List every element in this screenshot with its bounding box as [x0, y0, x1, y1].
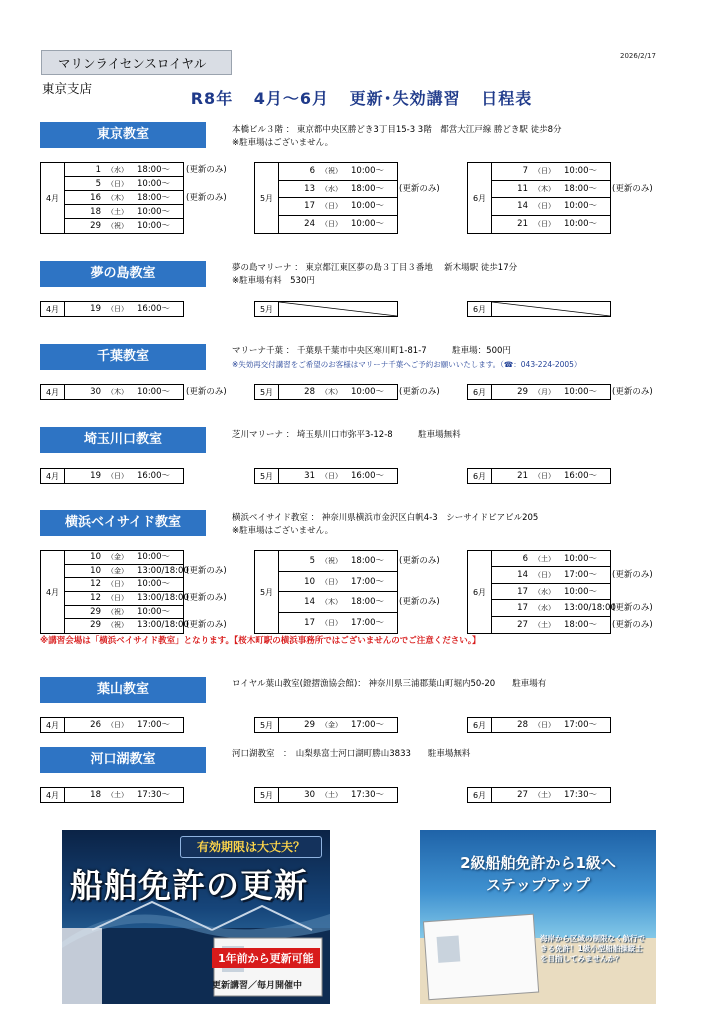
- session-day: 24: [304, 218, 315, 229]
- session-row: [65, 619, 189, 633]
- month-schedule: [254, 550, 398, 634]
- session-time: 10:00～: [137, 207, 170, 217]
- session-weekday: （日）: [534, 721, 555, 729]
- month-label: 4月: [41, 469, 65, 483]
- session-day: 10: [90, 565, 101, 576]
- session-row: [492, 617, 610, 633]
- month-label: 6月: [468, 718, 492, 732]
- session-time: 10:00～: [137, 606, 170, 617]
- session-day: 31: [304, 471, 315, 481]
- classroom-info-line: 夢の島マリーナ ： 東京都江東区夢の島３丁目３番地 新木場駅 徒歩17分: [232, 263, 518, 273]
- session-time: 13:00/18:00: [137, 620, 189, 631]
- classroom-info: [232, 748, 470, 761]
- session-time: 18:00～: [137, 165, 170, 175]
- session-time: 18:00～: [564, 619, 597, 630]
- renewal-only-note: (更新のみ): [186, 593, 227, 603]
- classroom-heading: 河口湖教室: [40, 747, 206, 773]
- renewal-only-note: (更新のみ): [612, 387, 653, 397]
- session-day: 19: [90, 471, 101, 481]
- month-label: 5月: [255, 551, 279, 633]
- title-schedule: 日程表: [481, 89, 533, 108]
- month-label: 5月: [255, 718, 279, 732]
- classroom-info-line: ※駐車場有料 530円: [232, 276, 315, 286]
- session-weekday: （土）: [321, 791, 342, 799]
- session-weekday: （水）: [321, 184, 342, 193]
- session-row: [65, 551, 183, 565]
- session-day: 26: [90, 720, 101, 730]
- session-day: 10: [304, 576, 315, 587]
- session-row: [279, 385, 397, 399]
- session-weekday: （月）: [534, 388, 555, 396]
- session-row: [492, 567, 610, 583]
- month-schedule: [254, 384, 398, 400]
- session-time: 10:00～: [137, 552, 170, 562]
- title-course: 更新･失効講習: [349, 89, 461, 108]
- month-label: 6月: [468, 163, 492, 233]
- session-weekday: （木）: [107, 194, 128, 202]
- session-weekday: （日）: [107, 580, 128, 589]
- month-schedule: [254, 162, 398, 234]
- session-time: 10:00～: [351, 201, 384, 211]
- session-row: [492, 584, 610, 600]
- session-time: 10:00～: [351, 218, 384, 229]
- renewal-footer: 更新講習／毎月開催中: [212, 981, 303, 991]
- month-schedule: [254, 301, 398, 317]
- session-weekday: （祝）: [321, 557, 342, 565]
- session-time: 16:00～: [351, 471, 384, 481]
- session-weekday: （日）: [107, 594, 128, 602]
- classroom-heading: 夢の島教室: [40, 261, 206, 287]
- session-row: [279, 181, 397, 199]
- session-day: 7: [522, 166, 528, 176]
- session-time: 10:00～: [564, 554, 597, 564]
- session-weekday: （祝）: [107, 222, 128, 230]
- month-label: 6月: [468, 551, 492, 633]
- session-row: [65, 718, 183, 732]
- session-time: 10:00～: [351, 387, 384, 397]
- classroom-info-line: マリーナ千葉 ： 千葉県千葉市中央区寒川町1-81-7 駐車場：500円: [232, 346, 511, 356]
- session-weekday: （祝）: [107, 621, 128, 630]
- renewal-headline: 船舶免許の更新: [70, 866, 308, 905]
- session-row: [492, 216, 610, 234]
- session-day: 13: [304, 183, 315, 194]
- classroom-info: [232, 429, 461, 442]
- session-row: [279, 163, 397, 181]
- classroom-info-line: 横浜ベイサイド教室 ： 神奈川県横浜市金沢区白帆4-3 シーサイドピアビル205: [232, 513, 539, 523]
- session-day: 30: [90, 387, 101, 397]
- session-time: 10:00～: [137, 579, 170, 590]
- session-row: [279, 216, 397, 234]
- session-time: 17:00～: [351, 720, 384, 730]
- month-schedule: [40, 301, 184, 317]
- session-day: 12: [90, 593, 101, 603]
- month-schedule: [467, 550, 616, 634]
- session-row: [279, 572, 397, 593]
- session-time: 17:30～: [137, 790, 170, 800]
- session-day: 28: [304, 387, 315, 397]
- no-session-slash: [492, 302, 610, 316]
- classroom-heading: 東京教室: [40, 122, 206, 148]
- stepup-caption: 海岸から区域の制限なく航行できる免許！1級小型船舶操縦士を目指してみませんか？: [540, 934, 645, 963]
- session-weekday: （土）: [534, 791, 555, 799]
- month-schedule: [40, 787, 184, 803]
- session-weekday: （日）: [534, 571, 555, 580]
- session-weekday: （土）: [107, 791, 128, 799]
- session-day: 29: [90, 606, 101, 617]
- month-schedule: [467, 717, 611, 733]
- session-day: 29: [90, 221, 101, 231]
- session-day: 16: [90, 193, 101, 203]
- session-row: [65, 219, 183, 233]
- session-weekday: （日）: [321, 472, 342, 480]
- classroom-info-line: ロイヤル葉山教室(鐙摺漁協会館)： 神奈川県三浦郡葉山町堀内50-20 駐車場有: [232, 679, 547, 689]
- session-time: 10:00～: [564, 586, 597, 597]
- session-weekday: （木）: [107, 388, 128, 396]
- session-row: [492, 600, 616, 616]
- session-time: 18:00～: [564, 183, 597, 194]
- session-weekday: （木）: [321, 388, 342, 396]
- session-row: [65, 302, 183, 316]
- month-schedule: [40, 550, 189, 634]
- classroom-heading: 千葉教室: [40, 344, 206, 370]
- month-schedule: [467, 468, 611, 484]
- month-label: 6月: [468, 788, 492, 802]
- validity-badge: 有効期限は大丈夫？: [180, 836, 322, 858]
- classroom-heading: 横浜ベイサイド教室: [40, 510, 206, 536]
- session-day: 17: [517, 586, 528, 597]
- month-label: 6月: [468, 302, 492, 316]
- month-label: 4月: [41, 551, 65, 633]
- renewal-only-note: (更新のみ): [186, 387, 227, 397]
- no-session-slash: [279, 302, 397, 316]
- renewal-only-note: (更新のみ): [612, 603, 653, 614]
- classroom-info-line: ※駐車場はございません。: [232, 138, 334, 148]
- session-weekday: （土）: [107, 208, 128, 216]
- session-time: 10:00～: [351, 166, 384, 176]
- session-time: 17:00～: [564, 570, 597, 581]
- classroom-info: [232, 124, 562, 150]
- session-row: [65, 191, 183, 205]
- classroom-reservation-note: ※失効再交付講習をご希望のお客様はマリーナ千葉へご予約お願いいたします。（☎：043-224-2005）: [232, 360, 582, 369]
- renewal-only-note: (更新のみ): [399, 183, 440, 194]
- session-time: 10:00～: [564, 218, 597, 229]
- month-schedule: [40, 468, 184, 484]
- session-time: 10:00～: [137, 179, 170, 189]
- month-label: 5月: [255, 385, 279, 399]
- session-time: 13:00/18:00: [564, 603, 616, 614]
- renewal-only-note: (更新のみ): [399, 597, 440, 607]
- session-row: [65, 592, 189, 606]
- session-time: 10:00～: [137, 221, 170, 231]
- session-day: 14: [517, 570, 528, 581]
- session-row: [65, 578, 183, 592]
- session-weekday: （日）: [107, 721, 128, 729]
- classroom-info: [232, 512, 538, 538]
- session-day: 1: [95, 165, 101, 175]
- session-row: [279, 613, 397, 634]
- session-weekday: （金）: [321, 721, 342, 729]
- session-time: 17:00～: [137, 720, 170, 730]
- month-schedule: [40, 717, 184, 733]
- yokohama-venue-note: ※講習会場は「横浜ベイサイド教室」となります。【桜木町駅の横浜事務所ではございませんのでご注意ください。】: [40, 636, 481, 646]
- session-weekday: （日）: [321, 577, 342, 586]
- month-schedule: [254, 468, 398, 484]
- classroom-info-line: 本橋ビル３階 ： 東京都中央区勝どき3丁目15-3 3階 都営大江戸線 勝どき駅 徒歩8分: [232, 125, 562, 135]
- month-schedule: [40, 384, 184, 400]
- session-row: [279, 718, 397, 732]
- session-day: 17: [304, 617, 315, 628]
- session-row: [279, 788, 397, 802]
- session-time: 16:00～: [564, 471, 597, 481]
- session-row: [65, 385, 183, 399]
- session-day: 14: [304, 597, 315, 607]
- renewal-only-note: (更新のみ): [186, 620, 227, 631]
- month-schedule: [467, 162, 611, 234]
- session-time: 13:00/18:00: [137, 593, 189, 603]
- classroom-info: [232, 262, 517, 288]
- session-row: [279, 551, 397, 572]
- session-time: 10:00～: [564, 201, 597, 211]
- month-schedule: [467, 301, 611, 317]
- session-weekday: （祝）: [107, 607, 128, 616]
- renewal-only-note: (更新のみ): [399, 556, 440, 566]
- month-label: 4月: [41, 385, 65, 399]
- session-row: [65, 606, 183, 620]
- title-year: R8年: [190, 89, 234, 108]
- classroom-heading: 葉山教室: [40, 677, 206, 703]
- session-day: 29: [304, 720, 315, 730]
- session-day: 29: [517, 387, 528, 397]
- session-row: [279, 592, 397, 613]
- session-weekday: （祝）: [321, 167, 342, 175]
- session-weekday: （水）: [107, 166, 128, 174]
- session-time: 17:00～: [564, 720, 597, 730]
- session-row: [492, 718, 610, 732]
- renewal-banner[interactable]: [62, 830, 330, 1004]
- session-day: 14: [517, 201, 528, 211]
- classroom-heading: 埼玉川口教室: [40, 427, 206, 453]
- session-time: 18:00～: [351, 556, 384, 566]
- stepup-banner[interactable]: [420, 830, 656, 1004]
- classroom-info-line: 河口湖教室 ： 山梨県富士河口湖町勝山3833 駐車場無料: [232, 749, 471, 759]
- session-weekday: （日）: [534, 219, 555, 228]
- session-time: 17:00～: [351, 617, 384, 628]
- month-label: 4月: [41, 302, 65, 316]
- session-day: 11: [517, 183, 528, 194]
- month-schedule: [467, 787, 611, 803]
- session-day: 29: [90, 620, 101, 631]
- page-title: [0, 86, 723, 109]
- session-day: 17: [304, 201, 315, 211]
- renewal-only-note: (更新のみ): [612, 619, 653, 630]
- session-day: 30: [304, 790, 315, 800]
- session-weekday: （水）: [534, 587, 555, 596]
- session-row: [65, 469, 183, 483]
- session-day: 6: [522, 554, 528, 564]
- session-weekday: （日）: [107, 305, 128, 313]
- month-label: 5月: [255, 163, 279, 233]
- session-weekday: （日）: [534, 472, 555, 480]
- session-weekday: （日）: [534, 167, 555, 175]
- month-label: 4月: [41, 718, 65, 732]
- session-day: 5: [309, 556, 315, 566]
- session-time: 10:00～: [564, 387, 597, 397]
- session-time: 13:00/18:00: [137, 565, 189, 576]
- branch-label: マリンライセンスロイヤル 東京支店: [41, 50, 232, 75]
- session-time: 17:30～: [351, 790, 384, 800]
- renewal-only-note: (更新のみ): [612, 570, 653, 581]
- session-weekday: （金）: [107, 566, 128, 575]
- session-weekday: （木）: [534, 184, 555, 193]
- session-time: 18:00～: [137, 193, 170, 203]
- session-row: [492, 788, 610, 802]
- session-weekday: （日）: [321, 219, 342, 228]
- session-day: 18: [90, 207, 101, 217]
- session-row: [65, 565, 189, 579]
- session-row: [279, 198, 397, 216]
- session-weekday: （土）: [534, 620, 555, 629]
- session-weekday: （日）: [321, 202, 342, 210]
- renewal-only-note: (更新のみ): [186, 165, 227, 175]
- renewal-only-note: (更新のみ): [186, 565, 227, 576]
- month-label: 6月: [468, 385, 492, 399]
- session-time: 16:00～: [137, 304, 170, 314]
- session-weekday: （日）: [534, 202, 555, 210]
- month-schedule: [254, 717, 398, 733]
- session-row: [492, 469, 610, 483]
- session-row: [492, 198, 610, 216]
- session-time: 18:00～: [351, 183, 384, 194]
- classroom-info: [232, 678, 546, 691]
- month-label: 5月: [255, 469, 279, 483]
- month-schedule: [467, 384, 611, 400]
- classroom-info: [232, 345, 581, 371]
- session-time: 10:00～: [564, 166, 597, 176]
- session-day: 27: [517, 790, 528, 800]
- session-weekday: （水）: [534, 604, 555, 613]
- classroom-info-line: ※駐車場はございません。: [232, 526, 334, 536]
- session-time: 16:00～: [137, 471, 170, 481]
- session-time: 18:00～: [351, 597, 384, 607]
- month-schedule: [254, 787, 398, 803]
- session-row: [492, 385, 610, 399]
- session-day: 21: [517, 218, 528, 229]
- session-row: [279, 469, 397, 483]
- renewal-only-note: (更新のみ): [399, 387, 440, 397]
- session-day: 10: [90, 552, 101, 562]
- month-label: 5月: [255, 302, 279, 316]
- stepup-headline-2: ステップアップ: [486, 876, 590, 894]
- month-label: 4月: [41, 163, 65, 233]
- classroom-info-line: 芝川マリーナ ： 埼玉県川口市弥平3-12-8 駐車場無料: [232, 430, 461, 440]
- session-row: [65, 205, 183, 219]
- session-row: [492, 551, 610, 567]
- stepup-headline-1: 2級船舶免許から1級へ: [460, 854, 616, 872]
- renewal-callout: 1年前から更新可能: [212, 948, 320, 968]
- session-weekday: （土）: [534, 555, 555, 563]
- session-row: [492, 181, 610, 199]
- session-day: 6: [309, 166, 315, 176]
- session-day: 27: [517, 619, 528, 630]
- session-weekday: （金）: [107, 553, 128, 561]
- month-label: 6月: [468, 469, 492, 483]
- session-day: 17: [517, 603, 528, 614]
- session-day: 18: [90, 790, 101, 800]
- document-date: 2026/2/17: [620, 52, 656, 60]
- renewal-only-note: (更新のみ): [612, 183, 653, 194]
- month-schedule: [40, 162, 184, 234]
- session-weekday: （日）: [107, 180, 128, 188]
- session-day: 19: [90, 304, 101, 314]
- session-weekday: （木）: [321, 598, 342, 606]
- session-day: 21: [517, 471, 528, 481]
- month-label: 4月: [41, 788, 65, 802]
- session-time: 10:00～: [137, 387, 170, 397]
- session-day: 5: [95, 179, 101, 189]
- session-row: [492, 163, 610, 181]
- session-day: 12: [90, 579, 101, 590]
- session-weekday: （日）: [107, 472, 128, 480]
- session-row: [65, 163, 183, 177]
- session-time: 17:00～: [351, 576, 384, 587]
- session-time: 17:30～: [564, 790, 597, 800]
- session-weekday: （日）: [321, 618, 342, 627]
- session-row: [65, 177, 183, 191]
- month-label: 5月: [255, 788, 279, 802]
- title-period: 4月～6月: [253, 89, 330, 108]
- session-day: 28: [517, 720, 528, 730]
- session-row: [65, 788, 183, 802]
- renewal-only-note: (更新のみ): [186, 193, 227, 203]
